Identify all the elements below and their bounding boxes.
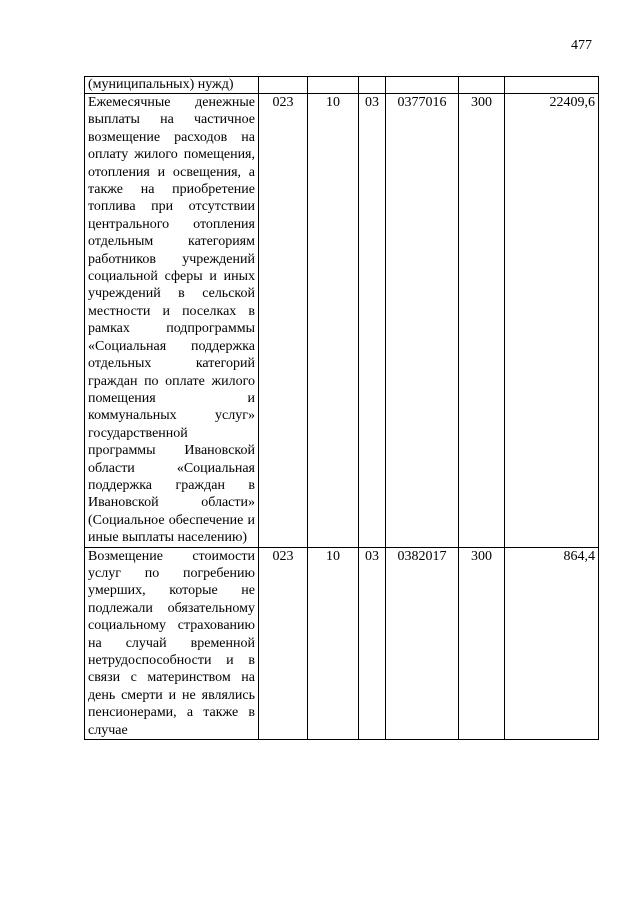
row-section: 10 [308,547,359,739]
row-subsection: 03 [359,547,386,739]
row-section: 10 [308,94,359,548]
row-amount: 22409,6 [505,94,599,548]
row-expense-type: 300 [459,94,505,548]
table-row [85,547,599,739]
row-grbs: 023 [259,547,308,739]
empty-cell [505,77,599,94]
page-number: 477 [571,38,592,53]
row-target-article: 0382017 [386,547,459,739]
row-grbs: 023 [259,94,308,548]
empty-cell [308,77,359,94]
empty-cell [259,77,308,94]
table-row-carry-over [85,77,599,94]
row-target-article: 0377016 [386,94,459,548]
row-expense-type: 300 [459,547,505,739]
row-description: Возмещение стоимости услуг по погребению умерших, которые не подлежали обязательному социальному страхованию на случай временной нетрудоспособности и в связи с материнством на день смерти и не являлись пенсионерами, а также в случае [85,547,259,739]
carry-over-cell: (муниципальных) нужд) [85,77,259,94]
row-amount: 864,4 [505,547,599,739]
row-description: Ежемесячные денежные выплаты на частичное возмещение расходов на оплату жилого помещения, отопления и освещения, а также на приобретение топлива при отсутствии центрального отопления отдельным категориям работников учреждений социальной сферы и иных учреждений в сельской местности и поселках в рамках подпрограммы «Социальная поддержка отдельных категорий граждан по оплате жилого помещения и коммунальных услуг» государственной программы Ивановской области «Социальная поддержка граждан в Ивановской области» (Социальное обеспечение и иные выплаты населению) [85,94,259,548]
budget-table [84,76,599,740]
empty-cell [386,77,459,94]
table-row [85,94,599,548]
row-subsection: 03 [359,94,386,548]
empty-cell [459,77,505,94]
empty-cell [359,77,386,94]
